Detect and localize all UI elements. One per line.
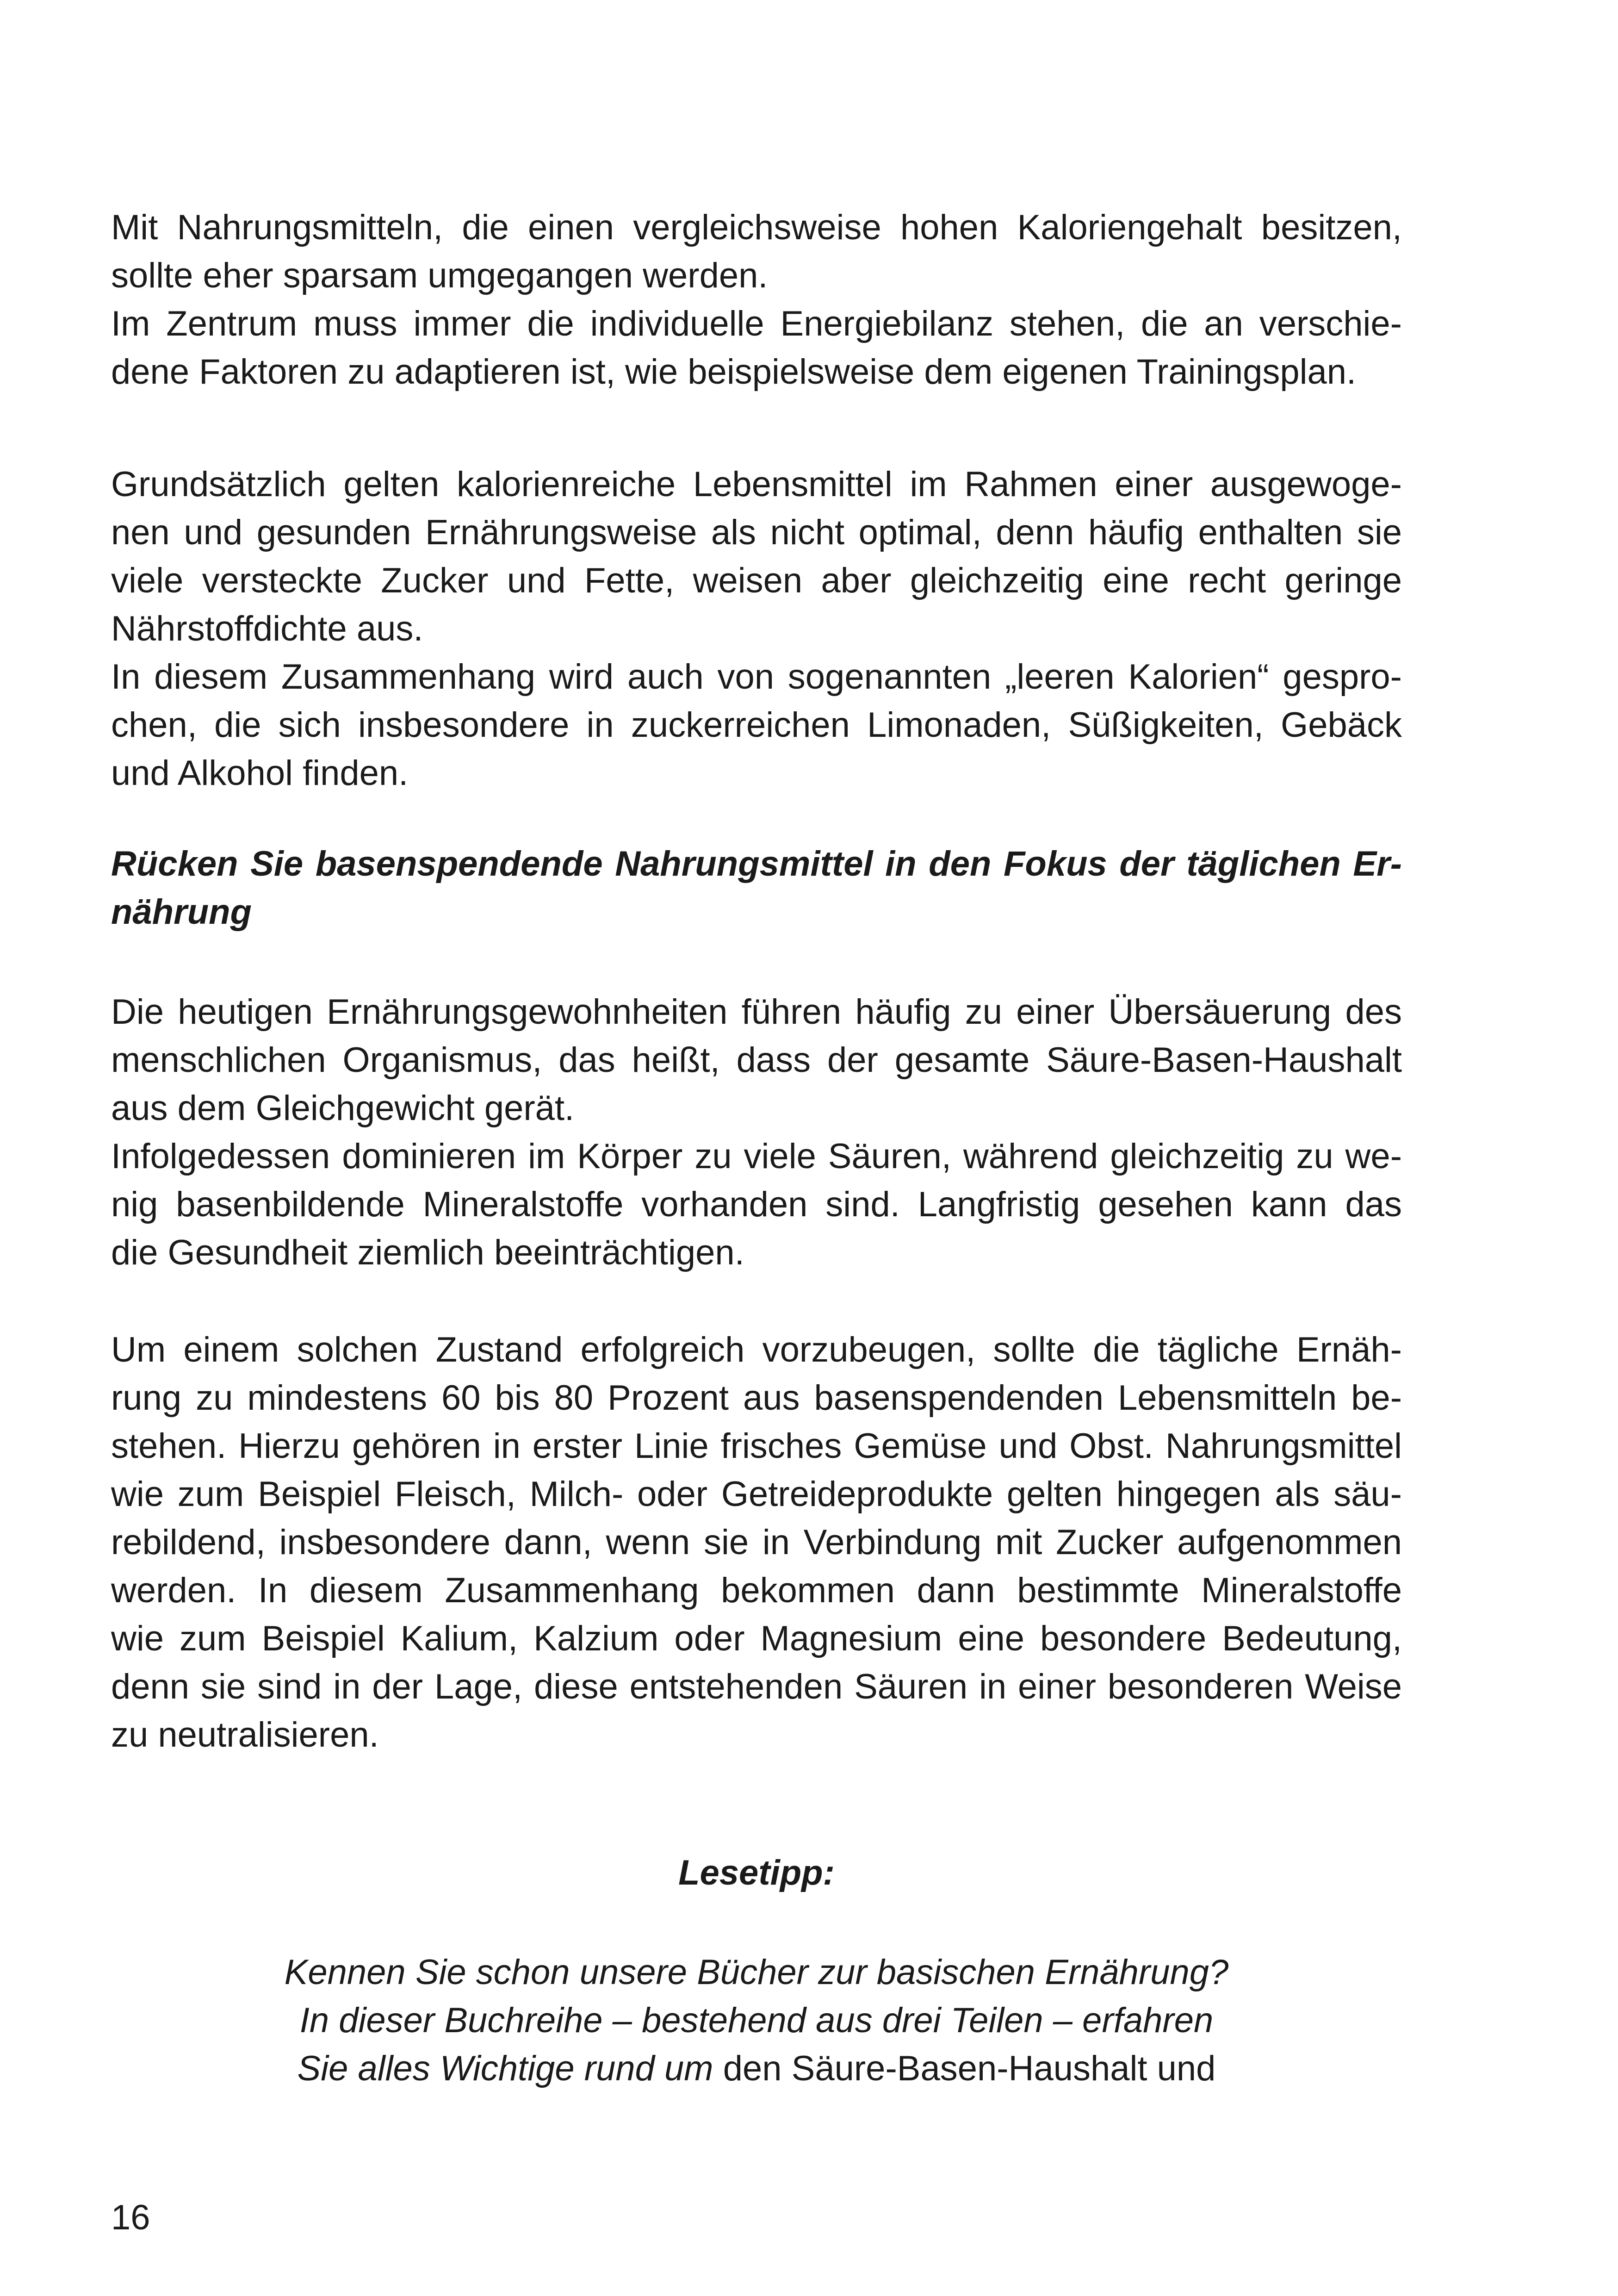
reading-tip-line bbox=[111, 1997, 1402, 2045]
text-line: Mit Nahrungsmitteln, die einen vergleichsweise hohen Kaloriengehalt besitzen, bbox=[111, 208, 1402, 247]
text-line: Im Zentrum muss immer die individuelle Energiebilanz stehen, die an verschie- bbox=[111, 304, 1402, 343]
paragraph-acidosis bbox=[111, 988, 1402, 1277]
text-line: nen und gesunden Ernährungsweise als nicht optimal, denn häufig enthalten sie bbox=[111, 513, 1402, 552]
text-line: chen, die sich insbesondere in zuckerreichen Limonaden, Süßigkeiten, Gebäck bbox=[111, 705, 1402, 745]
reading-tip-text: den Säure-Basen-Haushalt und bbox=[713, 2049, 1216, 2088]
reading-tip-title: Lesetipp: bbox=[678, 1853, 835, 1892]
text-line: zu neutralisieren. bbox=[111, 1715, 379, 1755]
reading-tip-text: In dieser Buchreihe – bestehend aus drei Teilen – erfahren bbox=[299, 2001, 1214, 2040]
heading-line: nährung bbox=[111, 892, 252, 932]
text-line: rung zu mindestens 60 bis 80 Prozent aus basenspendenden Lebensmitteln be- bbox=[111, 1378, 1402, 1418]
text-line: werden. In diesem Zusammenhang bekommen dann bestimmte Mineralstoffe bbox=[111, 1571, 1402, 1610]
reading-tip-text: Kennen Sie schon unsere Bücher zur basischen Ernährung? bbox=[284, 1953, 1229, 1992]
reading-tip-body bbox=[111, 1948, 1402, 2093]
reading-tip-line bbox=[111, 2045, 1402, 2093]
text-line: Die heutigen Ernährungsgewohnheiten führen häufig zu einer Übersäuerung des bbox=[111, 992, 1402, 1032]
text-line: menschlichen Organismus, das heißt, dass der gesamte Säure-Basen-Haushalt bbox=[111, 1040, 1402, 1080]
text-line: rebildend, insbesondere dann, wenn sie in Verbindung mit Zucker aufgenommen bbox=[111, 1523, 1402, 1562]
text-line: dene Faktoren zu adaptieren ist, wie beispielsweise dem eigenen Trainingsplan. bbox=[111, 352, 1357, 392]
text-line: Grundsätzlich gelten kalorienreiche Lebensmittel im Rahmen einer ausgewoge- bbox=[111, 465, 1402, 504]
text-line: die Gesundheit ziemlich beeinträchtigen. bbox=[111, 1233, 744, 1272]
reading-tip-text: Sie alles Wichtige rund um bbox=[297, 2049, 713, 2088]
text-line: stehen. Hierzu gehören in erster Linie frisches Gemüse und Obst. Nahrungsmittel bbox=[111, 1426, 1402, 1466]
text-line: denn sie sind in der Lage, diese entstehenden Säuren in einer besonderen Weise bbox=[111, 1667, 1402, 1706]
text-line: Um einem solchen Zustand erfolgreich vorzubeugen, sollte die tägliche Ernäh- bbox=[111, 1330, 1402, 1369]
page-number: 16 bbox=[111, 2198, 150, 2237]
text-line: Infolgedessen dominieren im Körper zu viele Säuren, während gleichzeitig zu we- bbox=[111, 1137, 1402, 1176]
text-line: Nährstoffdichte aus. bbox=[111, 609, 423, 648]
paragraph-empty-calories bbox=[111, 460, 1402, 797]
text-line: nig basenbildende Mineralstoffe vorhanden sind. Langfristig gesehen kann das bbox=[111, 1185, 1402, 1224]
heading-line: Rücken Sie basenspendende Nahrungsmittel in den Fokus der täglichen Er- bbox=[111, 844, 1402, 884]
text-line: aus dem Gleichgewicht gerät. bbox=[111, 1089, 575, 1128]
text-line: wie zum Beispiel Fleisch, Milch- oder Getreideprodukte gelten hingegen als säu- bbox=[111, 1475, 1402, 1514]
text-line: viele versteckte Zucker und Fette, weisen aber gleichzeitig eine recht geringe bbox=[111, 561, 1402, 600]
reading-tip-line bbox=[111, 1948, 1402, 1997]
text-line: und Alkohol finden. bbox=[111, 753, 409, 793]
paragraph-prevention bbox=[111, 1326, 1402, 1759]
text-line: sollte eher sparsam umgegangen werden. bbox=[111, 256, 768, 295]
section-heading bbox=[111, 840, 1402, 936]
text-line: wie zum Beispiel Kalium, Kalzium oder Magnesium eine besondere Bedeutung, bbox=[111, 1619, 1402, 1658]
paragraph-calories-intro bbox=[111, 204, 1402, 396]
reading-tip bbox=[111, 1849, 1402, 1897]
text-line: In diesem Zusammenhang wird auch von sogenannten „leeren Kalorien“ gespro- bbox=[111, 657, 1402, 697]
